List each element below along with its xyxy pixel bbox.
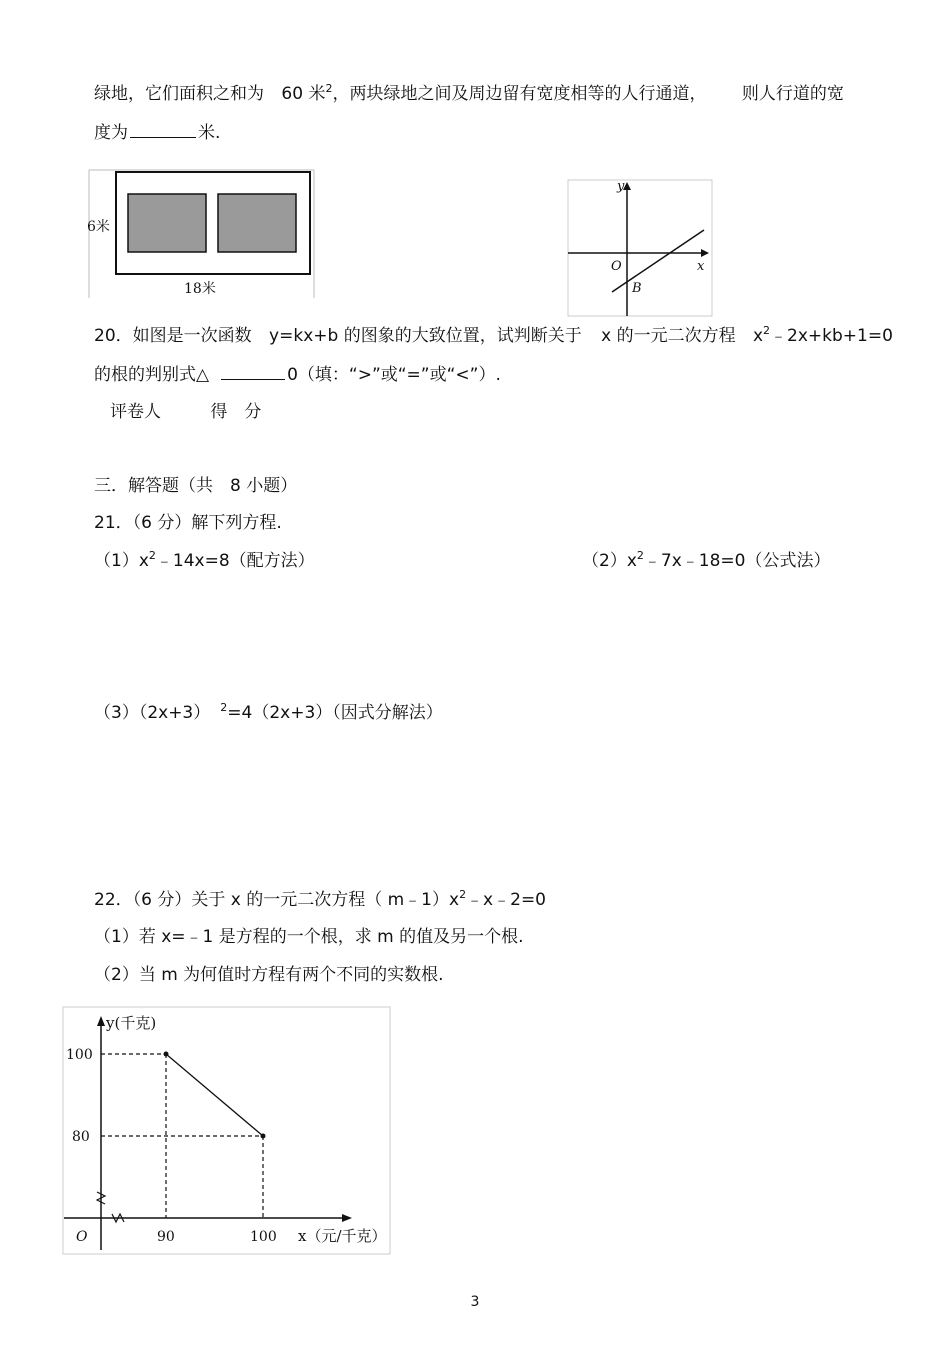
q21-part2	[582, 550, 830, 572]
price-quantity-graph	[62, 1006, 392, 1256]
q22-title	[94, 889, 546, 911]
x-label: x	[697, 259, 705, 274]
function-line	[612, 230, 704, 292]
q20-text-e: ﹣2x+kb+1=0	[770, 326, 893, 346]
x-tick-90: 90	[157, 1229, 175, 1245]
y-axis-break	[97, 1192, 105, 1204]
q19-text-c: ，两块绿地之间及周边留有宽度相等的人行通道，	[332, 84, 707, 104]
figure-frame	[63, 1007, 390, 1254]
q22-part1: （1）若 x=﹣1 是方程的一个根，求 m 的值及另一个根.	[94, 927, 524, 947]
y-label: y	[617, 179, 625, 194]
q19-area-sup: 2	[325, 82, 333, 95]
page-number: 3	[470, 1294, 480, 1310]
q21-part3	[94, 702, 443, 724]
q22-title-sup: 2	[459, 888, 467, 901]
q20-text-d: x	[752, 326, 764, 346]
q19-text-e: 度为	[94, 123, 128, 143]
q21-title: 21．（6 分）解下列方程.	[94, 513, 282, 533]
q19-text-d: 则人行道的宽	[741, 84, 844, 104]
q22-title-a: 22．（6 分）关于 x 的一元二次方程（ m﹣1）x	[94, 890, 460, 910]
score-row	[110, 401, 261, 423]
grader-label: 评卷人	[110, 402, 161, 422]
q20-text-g: 0（填：“>”或“=”或“<”）.	[287, 365, 501, 385]
q21-part2-b: ﹣7x﹣18=0（公式法）	[643, 551, 831, 571]
q21-part1	[94, 550, 315, 572]
data-point-start	[164, 1052, 169, 1057]
q19-text-a: 绿地，它们面积之和为	[94, 84, 264, 104]
q20-text-c: x 的一元二次方程	[601, 326, 736, 346]
linear-function-figure	[566, 178, 714, 318]
q20-text-a: 20．如图是一次函数	[94, 326, 252, 346]
q21-part3-sup: 2	[220, 701, 228, 714]
lawn-right	[218, 194, 296, 252]
q21-part3-b: =4（2x+3）（因式分解法）	[227, 703, 443, 723]
q22-part2: （2）当 m 为何值时方程有两个不同的实数根.	[94, 965, 444, 985]
q21-part1-sup: 2	[148, 549, 156, 562]
data-segment	[166, 1054, 263, 1136]
q21-part1-a: （1）x	[94, 551, 149, 571]
q20-line1	[94, 325, 893, 347]
width-label: 18米	[184, 281, 216, 297]
height-label: 6米	[87, 219, 110, 235]
score-label: 得 分	[210, 402, 262, 422]
x-axis-arrow	[701, 249, 709, 257]
x-tick-100: 100	[250, 1229, 277, 1245]
y-tick-80: 80	[72, 1129, 90, 1145]
q19-area-value: 60 米	[281, 84, 326, 104]
point-b-label: B	[632, 281, 642, 296]
y-tick-100: 100	[66, 1047, 93, 1063]
lawn-left	[128, 194, 206, 252]
y-axis-arrow	[97, 1016, 105, 1026]
q19-line1	[94, 83, 844, 105]
q21-part1-b: ﹣14x=8（配方法）	[155, 551, 315, 571]
q20-text-f: 的根的判别式△	[94, 365, 210, 385]
q19-line2	[94, 121, 220, 144]
x-axis-arrow	[342, 1214, 352, 1222]
q20-line2	[94, 363, 501, 386]
x-axis-label: x（元/千克）	[298, 1227, 387, 1245]
x-axis-break	[112, 1214, 124, 1222]
section-3-heading: 三．解答题（共 8 小题）	[94, 476, 298, 496]
q19-text-f: 米.	[198, 123, 221, 143]
y-axis-label: y(千克)	[106, 1014, 157, 1032]
q21-part3-a: （3）（2x+3）	[94, 703, 211, 723]
q20-sup: 2	[763, 324, 771, 337]
q20-answer-blank[interactable]	[221, 363, 285, 380]
q19-answer-blank[interactable]	[130, 121, 196, 138]
origin-label: O	[611, 259, 622, 274]
q20-text-b: y=kx+b 的图象的大致位置，试判断关于	[269, 326, 582, 346]
origin-label: O	[76, 1229, 88, 1245]
q21-part2-sup: 2	[636, 549, 644, 562]
q22-title-b: ﹣x﹣2=0	[466, 890, 546, 910]
data-point-end	[261, 1134, 266, 1139]
lawn-figure	[86, 168, 318, 300]
q21-part2-a: （2）x	[582, 551, 637, 571]
